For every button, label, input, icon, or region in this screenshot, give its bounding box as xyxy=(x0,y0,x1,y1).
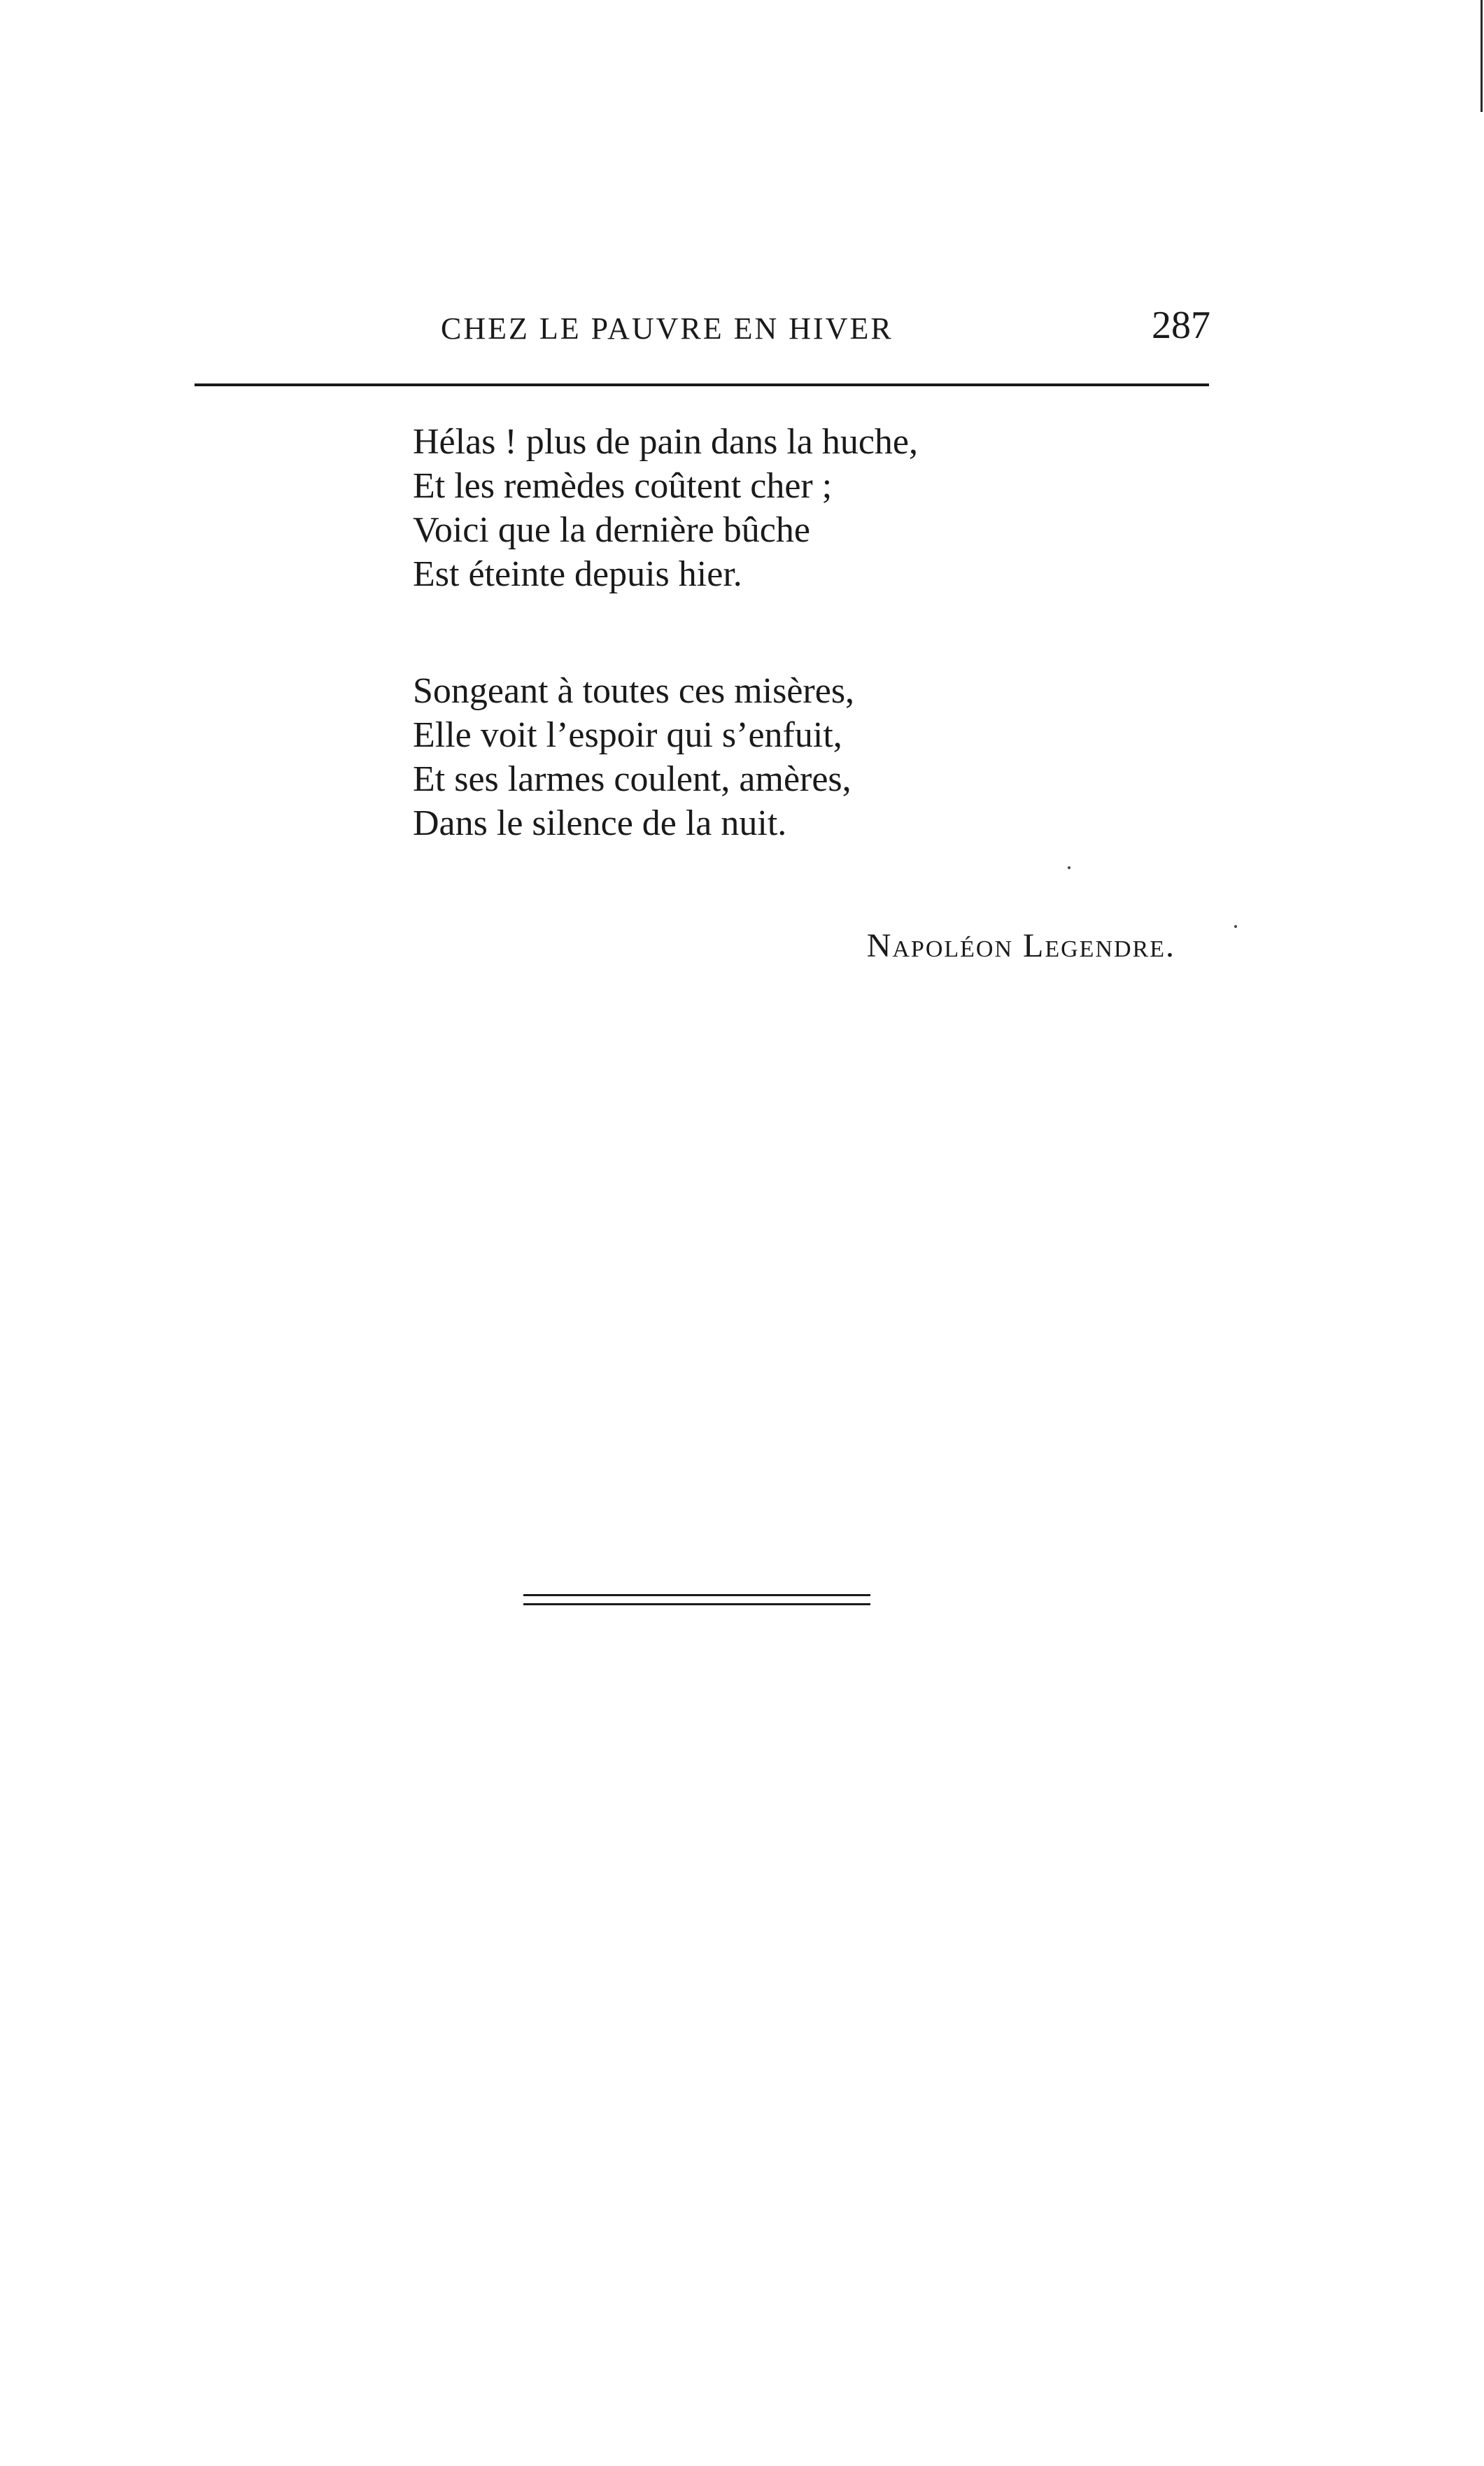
running-head-title: CHEZ LE PAUVRE EN HIVER xyxy=(441,311,893,346)
verse-line: Songeant à toutes ces misères, xyxy=(413,671,855,711)
ink-speck xyxy=(1068,866,1070,869)
page-edge-line xyxy=(1481,0,1483,112)
page-number: 287 xyxy=(1152,304,1210,347)
verse-line: Elle voit l’espoir qui s’enfuit, xyxy=(413,715,842,755)
poem xyxy=(413,420,1252,845)
verse-line: Hélas ! plus de pain dans la huche, xyxy=(413,422,919,462)
verse-line: Et les remèdes coûtent cher ; xyxy=(413,466,833,506)
author-signature: Napoléon Legendre. xyxy=(866,927,1175,964)
verse-line: Est éteinte depuis hier. xyxy=(413,554,742,594)
stanza-1 xyxy=(413,420,1252,596)
verse-line: Et ses larmes coulent, amères, xyxy=(413,759,851,799)
ink-speck xyxy=(1234,925,1237,928)
verse-line: Dans le silence de la nuit. xyxy=(413,803,787,843)
stanza-2 xyxy=(413,669,1252,845)
end-ornament-rule xyxy=(523,1594,870,1605)
verse-line: Voici que la dernière bûche xyxy=(413,510,810,550)
header-rule xyxy=(195,383,1209,386)
